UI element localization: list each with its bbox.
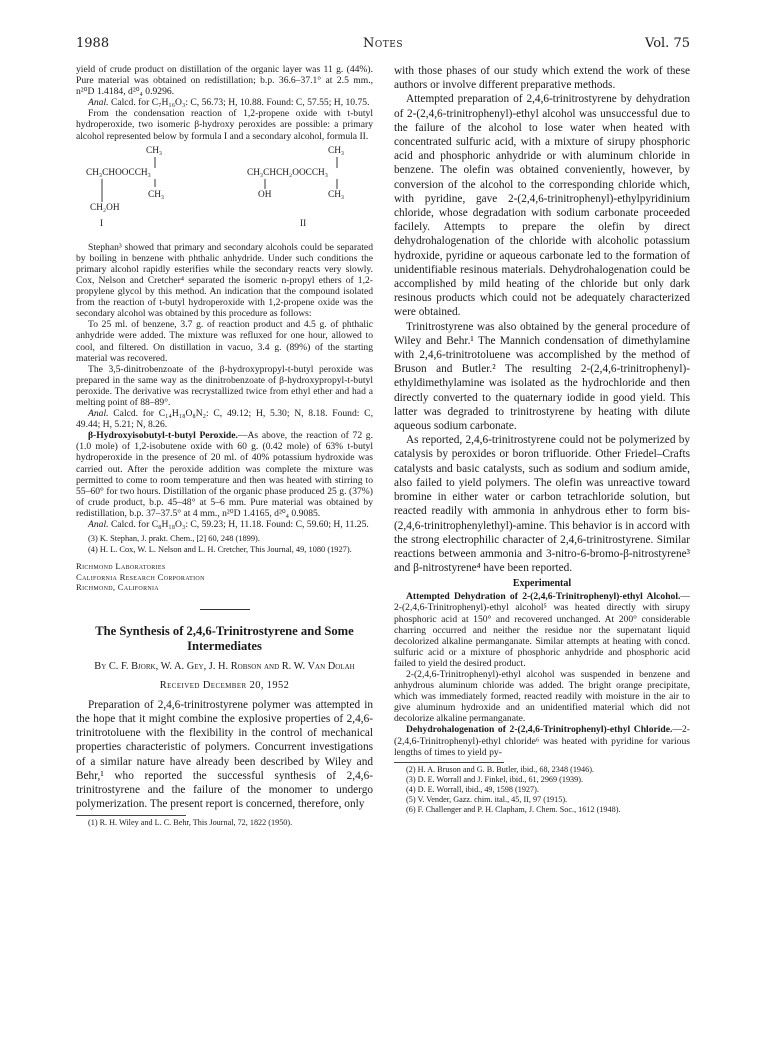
analysis-line: [76, 408, 373, 430]
run-in-heading: Dehydrohalogenation of 2-(2,4,6-Trinitrophenyl)-ethyl Chloride.: [406, 724, 673, 736]
formula-I-top-methyl: CH₃: [146, 145, 163, 156]
reference-list: [76, 534, 373, 555]
affiliation-line: Richmond Laboratories: [76, 560, 166, 571]
formula-II-label: II: [300, 218, 307, 229]
reference: (3) K. Stephan, J. prakt. Chem., [2] 60, 248 (1899).: [88, 534, 260, 544]
formula-I-methyl: CH₃: [148, 189, 165, 200]
paragraph: The 3,5-dinitrobenzoate of the β-hydroxypropyl-t-butyl peroxide was prepared in the same way as the dinitrobenzoate of β-hydroxypropyl-t-butyl peroxide. The derivative was recrystallized twice from ethyl ether and had a melting point of 88–89°.: [76, 363, 373, 408]
section-heading: Experimental: [512, 578, 572, 590]
formula-bonds: [76, 146, 373, 264]
paragraph-text: —As above, the reaction of 72 g. (1.0 mole) of 1,2-isobutene oxide with 60 g. (0.42 mole) of 63% t-butyl hydroperoxide in the presence of 20 ml. of 40% potassium hydroxide was carried out. After the peroxide addition was complete the mixture was permitted to come to room temperature and then was heated with stirring to 55–60° for two hours. Distillation of the organic phase produced 25 g. (37%) of crude product, b.p. 45–48° at 5–6 mm. Pure material was obtained by redistillation, b.p. 37–37.5° at 4 mm., n²⁰D 1.4165, d²⁰₄ 0.9085.: [76, 430, 373, 519]
footnote: (4) D. E. Worrall, ibid., 49, 1598 (1927).: [406, 784, 539, 794]
right-column: [394, 64, 690, 815]
article-authors: By C. F. Bjork, W. A. Gey, J. H. Robson and R. W. Van Dolah: [94, 660, 355, 672]
section-divider: [200, 609, 250, 610]
run-in-heading: Attempted Dehydration of 2-(2,4,6-Trinitrophenyl)-ethyl Alcohol.: [406, 591, 681, 603]
page-number: 1988: [76, 36, 110, 51]
paragraph: with those phases of our study which extend the work of these authors or involve different preparative methods.: [394, 65, 690, 92]
anal-label: Anal.: [88, 97, 109, 109]
structural-formulas: [76, 146, 373, 264]
analysis-line: [76, 519, 373, 530]
page-header: [76, 36, 690, 56]
formula-II-hydroxyl: OH: [258, 189, 272, 200]
footnote: (6) F. Challenger and P. H. Clapham, J. Chem. Soc., 1612 (1948).: [406, 804, 621, 814]
paragraph: Stephan³ showed that primary and secondary alcohols could be separated by boiling in benzene with phthalic anhydride. Under such conditions the primary alcohol rapidly esterifies while the secondary reacts very slowly. Cox, Nelson and Cretcher⁴ separated the isomeric n-propyl ethers of 1,2-propylene glycol by this method. An indication that the compound isolated from the reaction of t-butyl hydroperoxide with 1,2-propene oxide was the secondary alcohol was obtained by this procedure as follows:: [76, 241, 373, 320]
paragraph: To 25 ml. of benzene, 3.7 g. of reaction product and 4.5 g. of phthalic anhydride were added. The mixture was refluxed for one hour, allowed to cool, and filtered. On distillation in vacuo, 3.4 g. (89%) of the starting material was recovered.: [76, 319, 373, 364]
footnote: (5) V. Vender, Gazz. chim. ital., 45, II, 97 (1915).: [406, 794, 568, 804]
formula-I-hydroxymethyl: CH₂OH: [90, 202, 120, 213]
anal-text: Calcd. for C₈H₁₈O₃: C, 59.23; H, 11.18. Found: C, 59.60; H, 11.25.: [110, 519, 369, 530]
formula-II-main-chain: CH₃CHCH₂OOCCH₃: [247, 167, 329, 178]
running-title: Notes: [363, 36, 403, 51]
footnote: (2) H. A. Bruson and G. B. Butler, ibid., 68, 2348 (1946).: [406, 764, 594, 774]
paragraph: As reported, 2,4,6-trinitrostyrene could not be polymerized by catalysis by peroxides or boron trifluoride. Other Friedel–Crafts catalysts and basic catalysts, such as sodium and sodium amide, also failed to yield polymers. The olefin was unreactive toward bromine in either water or carbon tetrachloride solution, but reacted readily with ammonia in anhydrous ether to form bis-(2,4,6-trinitrophenylethyl)-amine. This behavior is in accord with the strong electrophilic character of 2,4,6-trinitrostyrene. Similar reactions between ammonia and 3-nitro-6-bromo-β-nitrostyrene³ and β-nitrostyrene⁴ have been reported.: [394, 434, 690, 575]
affiliation-line: California Research Corporation: [76, 571, 205, 582]
paragraph: Attempted preparation of 2,4,6-trinitrostyrene by dehydration of 2-(2,4,6-trinitrophenyl)-ethyl alcohol was unsuccessful due to the failure of the alcohol to lose water when heated with concentrated sulfuric acid, with a mixture of sirupy phosphoric acid and phosphoric anhydride or with aluminum chloride in benzene. The olefin was obtained conveniently, however, by conversion of the alcohol to the corresponding chloride which, with pyridine, gave 2-(2,4,6-trinitrophenyl)-ethylpyridinium chloride, whose degradation with sodium carbonate proceeded facilely. Attempts to prepare the olefin by direct dehydrohalogenation of the chloride with alcoholic potassium hydroxide, pyridine or aqueous carbonate led to the formation of unidentifiable resinous materials. Dehydrohalogenation could be accomplished by mild heating of the chloride but only dark resinous products which could not be adequately characterized were obtained.: [394, 93, 690, 319]
paragraph-text: —2-(2,4,6-Trinitrophenyl)-ethyl alcohol⁵ was heated directly with sirupy phosphoric acid at 150° and recovered unchanged. At 200° considerable charring occurred and neither the residue nor the supernatant liquid decolorized alkaline permanganate. Similar attempts at heating with concd. sulfuric acid or a mixture of phosphoric anhydride and phosphoric acid failed to yield the desired product.: [394, 591, 690, 669]
paragraph: [76, 430, 373, 519]
volume-label: Vol. 75: [645, 36, 690, 51]
paragraph: Preparation of 2,4,6-trinitrostyrene polymer was attempted in the hope that it might combine the explosive properties of 2,4,6-trinitrotoluene with the flexibility in the control of mechanical properties characteristic of polymers. Concurrent investigations of a similar nature have already been described by Wiley and Behr,¹ who reported the successful synthesis of 2,4,6-trinitrostyrene and the failure of the monomer to undergo polymerization. The present report is concerned, therefore, only: [76, 698, 373, 811]
formula-II-methyl: CH₃: [328, 189, 345, 200]
anal-label: Anal.: [88, 408, 109, 420]
footnote: (1) R. H. Wiley and L. C. Behr, This Journal, 72, 1822 (1950).: [88, 818, 293, 828]
formula-I-label: I: [100, 218, 104, 229]
affiliation-line: Richmond, California: [76, 582, 159, 593]
analysis-line: [76, 97, 373, 108]
paragraph: yield of crude product on distillation of the organic layer was 11 g. (44%). Pure material was obtained on redistillation; b.p. 36.6–37.1° at 2.5 mm., n²⁰D 1.4184, d²⁰₄ 0.9296.: [76, 64, 373, 98]
paragraph-text: —2-(2,4,6-Trinitrophenyl)-ethyl chloride⁶ was heated with pyridine for various lengths of times to yield py-: [394, 724, 690, 758]
formula-I-main-chain: CH₃CHOOCCH₃: [86, 167, 151, 178]
article-title: The Synthesis of 2,4,6-Trinitrostyrene and Some Intermediates: [95, 623, 354, 653]
left-column: [76, 64, 373, 828]
paragraph: 2-(2,4,6-Trinitrophenyl)-ethyl alcohol was suspended in benzene and anhydrous aluminum chloride was added. The bright orange precipitate, which was immediately formed, reacted readily with moisture in the air to give aluminum hydroxide and an unidentified material which did not decolorize alkaline permanganate.: [394, 668, 690, 725]
reference: (4) H. L. Cox, W. L. Nelson and L. H. Cretcher, This Journal, 49, 1080 (1927).: [88, 544, 352, 554]
anal-text: Calcd. for C₁₄H₁₈O₈N₂: C, 49.12; H, 5.30; N, 8.18. Found: C, 49.44; H, 5.21; N, 8.26.: [76, 408, 373, 431]
footnote-rule: [394, 762, 504, 763]
anal-text: Calcd. for C₇H₁₆O₃: C, 56.73; H, 10.88. Found: C, 57.55; H, 10.75.: [110, 97, 370, 109]
run-in-heading: β-Hydroxyisobutyl-t-butyl Peroxide.: [88, 430, 238, 442]
paragraph: From the condensation reaction of 1,2-propene oxide with t-butyl hydroperoxide, two isomeric β-hydroxy peroxides are possible: a primary alcohol represented below by formula I and a secondary alcohol, formula II.: [76, 108, 373, 142]
formula-II-top-methyl: CH₃: [328, 145, 345, 156]
footnote: (3) D. E. Worrall and J. Finkel, ibid., 61, 2969 (1939).: [406, 774, 584, 784]
anal-label: Anal.: [88, 519, 109, 530]
paragraph: [394, 591, 690, 669]
footnote-rule: [76, 815, 186, 816]
paragraph: [394, 724, 690, 757]
received-date: Received December 20, 1952: [159, 679, 290, 691]
affiliation: [76, 561, 373, 593]
paragraph: Trinitrostyrene was also obtained by the general procedure of Wiley and Behr.¹ The Mannich condensation of dimethylamine with 2,4,6-trinitrotoluene was accomplished by the method of Bruson and Butler.² The resulting 2-(2,4,6-trinitrophenyl)-ethyldimethylamine was isolated as the hydrochloride and then directly converted to the quaternary iodide in good yield. This latter was degraded to trinitrostyrene by heating with dilute aqueous sodium carbonate.: [394, 320, 690, 433]
